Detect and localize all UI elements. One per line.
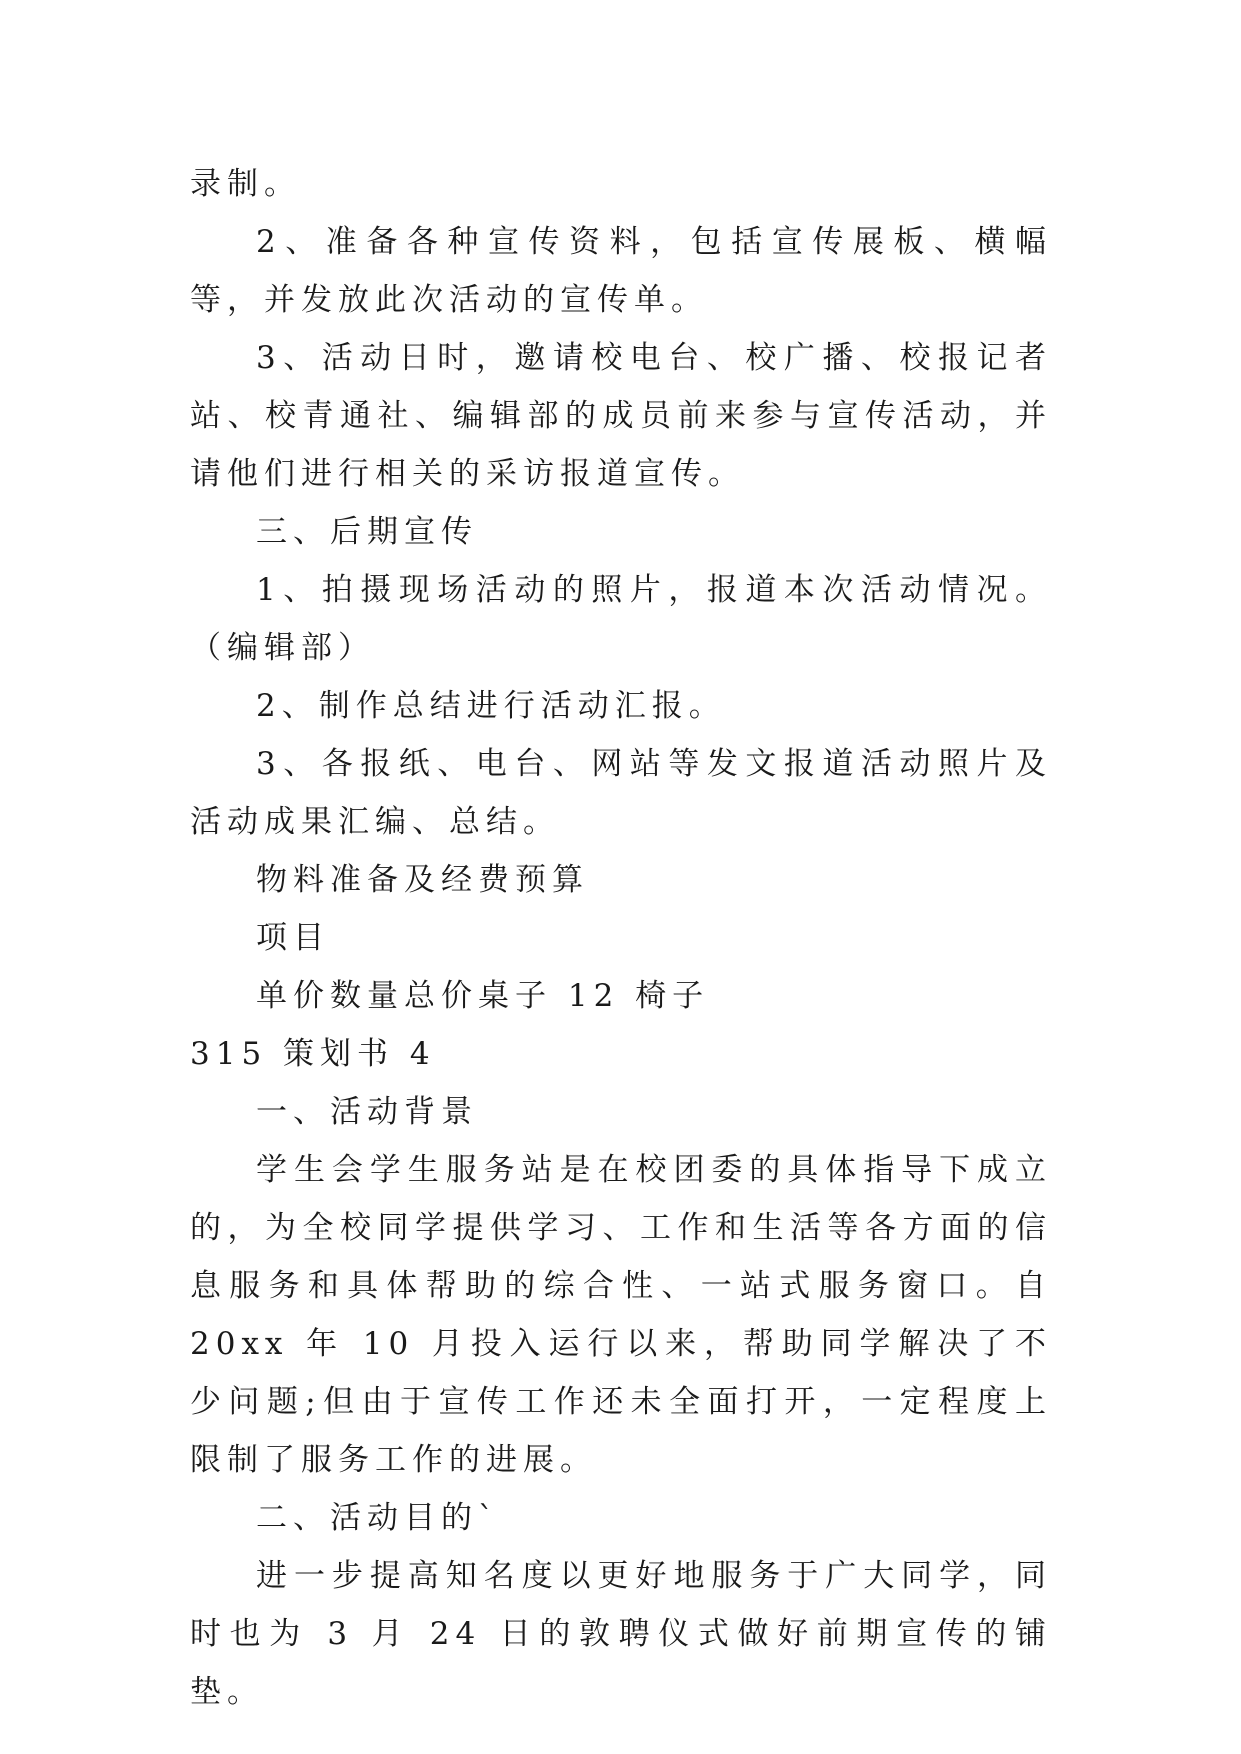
section-heading-later-publicity: 三、后期宣传 [256,514,478,550]
budget-row: 单价数量总价桌子 12 椅子 [256,978,710,1014]
paragraph-background: 学生会学生服务站是在校团委的具体指导下成立的，为全校同学提供学习、工作和生活等各方面的信息服务和具体帮助的综合性、一站式服务窗口。自 20xx 年 10 月投入运行以来，帮助同学解决了不少问题;但由于宣传工作还未全面打开，一定程度上限制了服务工作的进展。 [190,1152,1052,1478]
section-heading-purpose: 二、活动目的` [256,1500,500,1536]
paragraph-summary-report: 2、制作总结进行活动汇报。 [256,688,726,724]
label-item: 项目 [256,920,330,956]
paragraph-prepare-materials: 2、准备各种宣传资料，包括宣传展板、横幅等，并发放此次活动的宣传单。 [190,224,1052,318]
paragraph-recording: 录制。 [190,166,301,202]
heading-materials-budget: 物料准备及经费预算 [256,862,589,898]
document-body [190,155,1052,1721]
paragraph-photos: 1、拍摄现场活动的照片，报道本次活动情况。（编辑部） [190,572,1052,666]
paragraph-press-release: 3、各报纸、电台、网站等发文报道活动照片及活动成果汇编、总结。 [190,746,1052,840]
document-title: 315 策划书 4 [190,1036,436,1072]
section-heading-background: 一、活动背景 [256,1094,478,1130]
paragraph-purpose: 进一步提高知名度以更好地服务于广大同学，同时也为 3 月 24 日的敦聘仪式做好前期宣传的铺垫。 [190,1558,1052,1710]
paragraph-invite-media: 3、活动日时，邀请校电台、校广播、校报记者站、校青通社、编辑部的成员前来参与宣传活动，并请他们进行相关的采访报道宣传。 [190,340,1052,492]
